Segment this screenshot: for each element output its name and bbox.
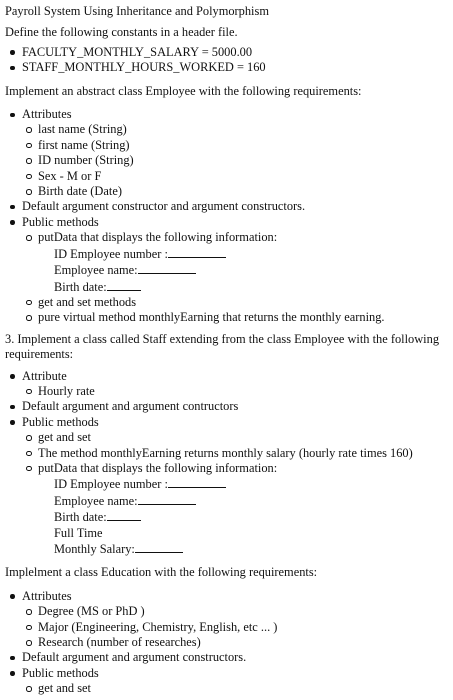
list-item: Degree (MS or PhD ): [22, 604, 447, 619]
list-item: [5, 589, 447, 651]
blank-line: [107, 279, 141, 291]
list-item: [5, 666, 447, 697]
education-attributes: [22, 604, 447, 650]
putdata-line: Employee name:: [38, 493, 447, 509]
employee-heading: Implement an abstract class Employee with the following requirements:: [5, 83, 362, 98]
blank-line: [168, 476, 226, 488]
list-item: get and set methods: [22, 295, 447, 310]
attribute-label: Attribute: [22, 368, 67, 383]
attributes-label: Attributes: [22, 107, 72, 122]
list-item: [5, 107, 447, 199]
list-item: Default argument and argument constructors.: [5, 650, 447, 665]
putdata-line: ID Employee number :: [38, 476, 447, 492]
list-item: Research (number of researches): [22, 635, 447, 650]
list-item: first name (String): [22, 138, 447, 153]
education-list: [5, 589, 447, 697]
list-item: ID number (String): [22, 153, 447, 168]
list-item: pure virtual method monthlyEarning that returns the monthly earning.: [22, 310, 447, 325]
education-methods: [22, 681, 447, 696]
blank-line: [135, 541, 183, 553]
list-item: [5, 215, 447, 326]
putdata-line: Birth date:: [38, 509, 447, 525]
putdata-text: putData that displays the following information:: [38, 230, 278, 245]
list-item: [5, 369, 447, 400]
methods-label: Public methods: [22, 665, 99, 680]
list-item: Default argument constructor and argument constructors.: [5, 199, 447, 214]
putdata-line: ID Employee number :: [38, 246, 447, 262]
list-item: Major (Engineering, Chemistry, English, etc ... ): [22, 620, 447, 635]
list-item: Birth date (Date): [22, 184, 447, 199]
list-item: get and set: [22, 681, 447, 696]
employee-list: [5, 107, 447, 326]
staff-list: [5, 369, 447, 558]
putdata-line: Employee name:: [38, 262, 447, 278]
list-item: [5, 415, 447, 558]
intro-text: Define the following constants in a header file.: [5, 25, 238, 40]
employee-methods: [22, 230, 447, 325]
blank-line: [138, 493, 196, 505]
doc-title: Payroll System Using Inheritance and Polymorphism: [5, 4, 269, 18]
list-item: FACULTY_MONTHLY_SALARY = 5000.00: [5, 45, 447, 60]
staff-attributes: [22, 384, 447, 399]
putdata-text: putData that displays the following information:: [38, 460, 278, 475]
list-item: STAFF_MONTHLY_HOURS_WORKED = 160: [5, 60, 447, 75]
list-item: Sex - M or F: [22, 169, 447, 184]
blank-line: [107, 509, 141, 521]
list-item: [22, 461, 447, 557]
blank-line: [168, 246, 226, 258]
methods-label: Public methods: [22, 414, 99, 429]
putdata-line: Full Time: [54, 525, 103, 540]
attributes-label: Attributes: [22, 588, 72, 603]
putdata-line: Birth date:: [38, 279, 447, 295]
constants-list: [5, 45, 447, 76]
methods-label: Public methods: [22, 214, 99, 229]
list-item: Hourly rate: [22, 384, 447, 399]
employee-attributes: [22, 122, 447, 199]
list-item: get and set: [22, 430, 447, 445]
blank-line: [138, 262, 196, 274]
list-item: last name (String): [22, 122, 447, 137]
list-item: The method monthlyEarning returns monthly salary (hourly rate times 160): [22, 446, 447, 461]
staff-methods: [22, 430, 447, 557]
education-heading: Implelment a class Education with the following requirements:: [5, 565, 318, 580]
putdata-line: Monthly Salary:: [38, 541, 447, 557]
list-item: [22, 230, 447, 295]
list-item: Default argument and argument contructors: [5, 399, 447, 414]
staff-heading: 3. Implement a class called Staff extending from the class Employee with the following requirements:: [5, 331, 440, 362]
